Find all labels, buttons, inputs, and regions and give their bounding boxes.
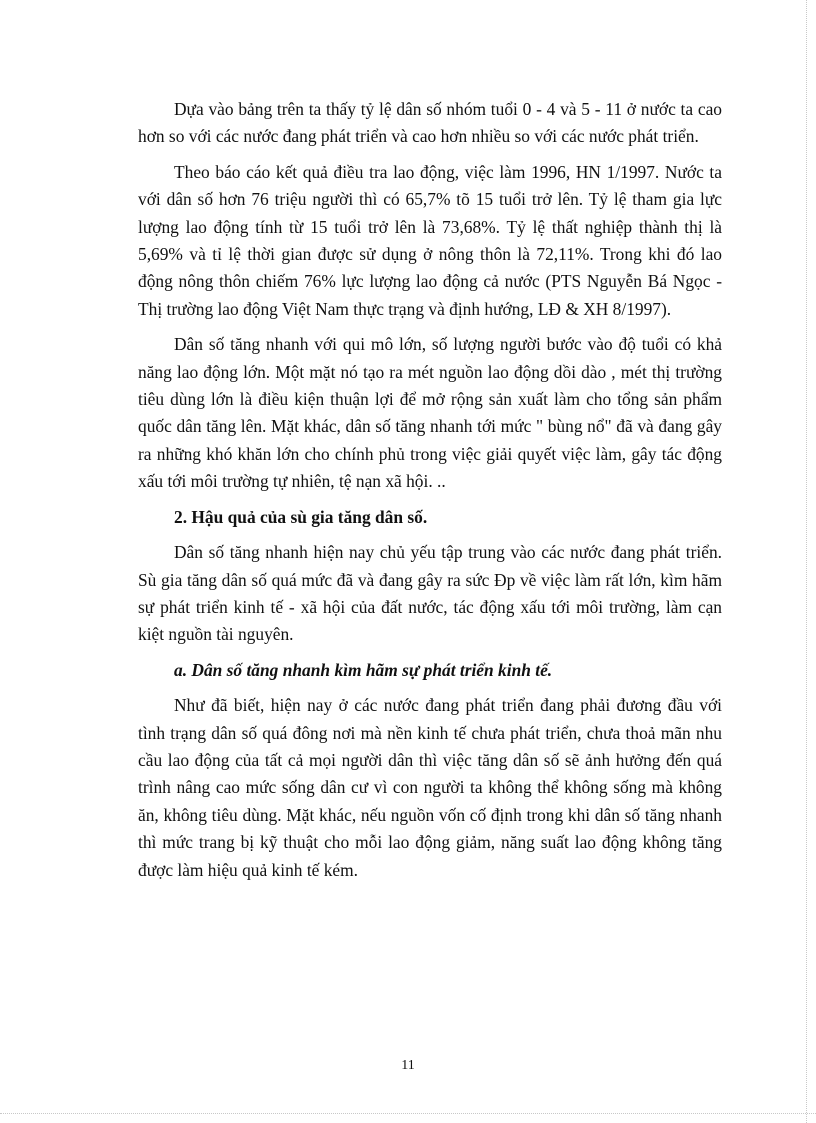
page-number: 11 [401, 1058, 415, 1073]
page-body [138, 96, 722, 892]
subsection-heading: a. Dân số tăng nhanh kìm hãm sự phát triển kinh tế. [174, 659, 553, 680]
paragraph-economic-impact: Như đã biết, hiện nay ở các nước đang phát triển đang phải đương đầu với tình trạng dân số quá đông nơi mà nền kinh tế chưa phát triển, chưa thoả mãn nhu cầu lao động của tất cả mọi người dân thì việc tăng dân số sẽ ảnh hưởng đến quá trình nâng cao mức sống dân cư vì con người ta không thể không sống mà không ăn, không tiêu dùng. Mặt khác, nếu nguồn vốn cố định trong khi dân số tăng nhanh thì mức trang bị kỹ thuật cho mỗi lao động giảm, năng suất lao động không tăng được làm hiệu quả kinh tế kém. [138, 695, 722, 880]
section-heading: 2. Hậu quả của sù gia tăng dân số. [174, 506, 428, 527]
paragraph-age-groups: Dựa vào bảng trên ta thấy tỷ lệ dân số nhóm tuổi 0 - 4 và 5 - 11 ở nước ta cao hơn so với các nước đang phát triển và cao hơn nhiều so với các nước phát triển. [138, 99, 722, 147]
page-edge-right [806, 0, 807, 1123]
paragraph-labor-survey: Theo báo cáo kết quả điều tra lao động, việc làm 1996, HN 1/1997. Nước ta với dân số hơn 76 triệu người thì có 65,7% tõ 15 tuổi trở lên. Tỷ lệ tham gia lực lượng lao động tính từ 15 tuổi trở lên là 73,68%. Tỷ lệ thất nghiệp thành thị là 5,69% và tỉ lệ thời gian được sử dụng ở nông thôn là 72,11%. Trong khi đó lao động nông thôn chiếm 76% lực lượng lao động cả nước (PTS Nguyễn Bá Ngọc - Thị trường lao động Việt Nam thực trạng và định hướng, LĐ & XH 8/1997). [138, 161, 722, 319]
paragraph-population-growth: Dân số tăng nhanh với qui mô lớn, số lượng người bước vào độ tuổi có khả năng lao động lớn. Một mặt nó tạo ra mét nguồn lao động dồi dào , mét thị trường tiêu dùng lớn là điều kiện thuận lợi để mở rộng sản xuất làm cho tổng sản phẩm quốc dân tăng lên. Mặt khác, dân số tăng nhanh tới mức " bùng nổ" đã và đang gây ra những khó khăn lớn cho chính phủ trong việc giải quyết việc làm, gây tác động xấu tới môi trường tự nhiên, tệ nạn xã hội. .. [138, 334, 722, 492]
page-edge-bottom [0, 1113, 816, 1114]
paragraph-consequences: Dân số tăng nhanh hiện nay chủ yếu tập trung vào các nước đang phát triển. Sù gia tăng dân số quá mức đã và đang gây ra sức Ðp về việc làm rất lớn, kìm hãm sự phát triển kinh tế - xã hội của đất nước, tác động xấu tới môi trường, làm cạn kiệt nguồn tài nguyên. [138, 542, 722, 645]
